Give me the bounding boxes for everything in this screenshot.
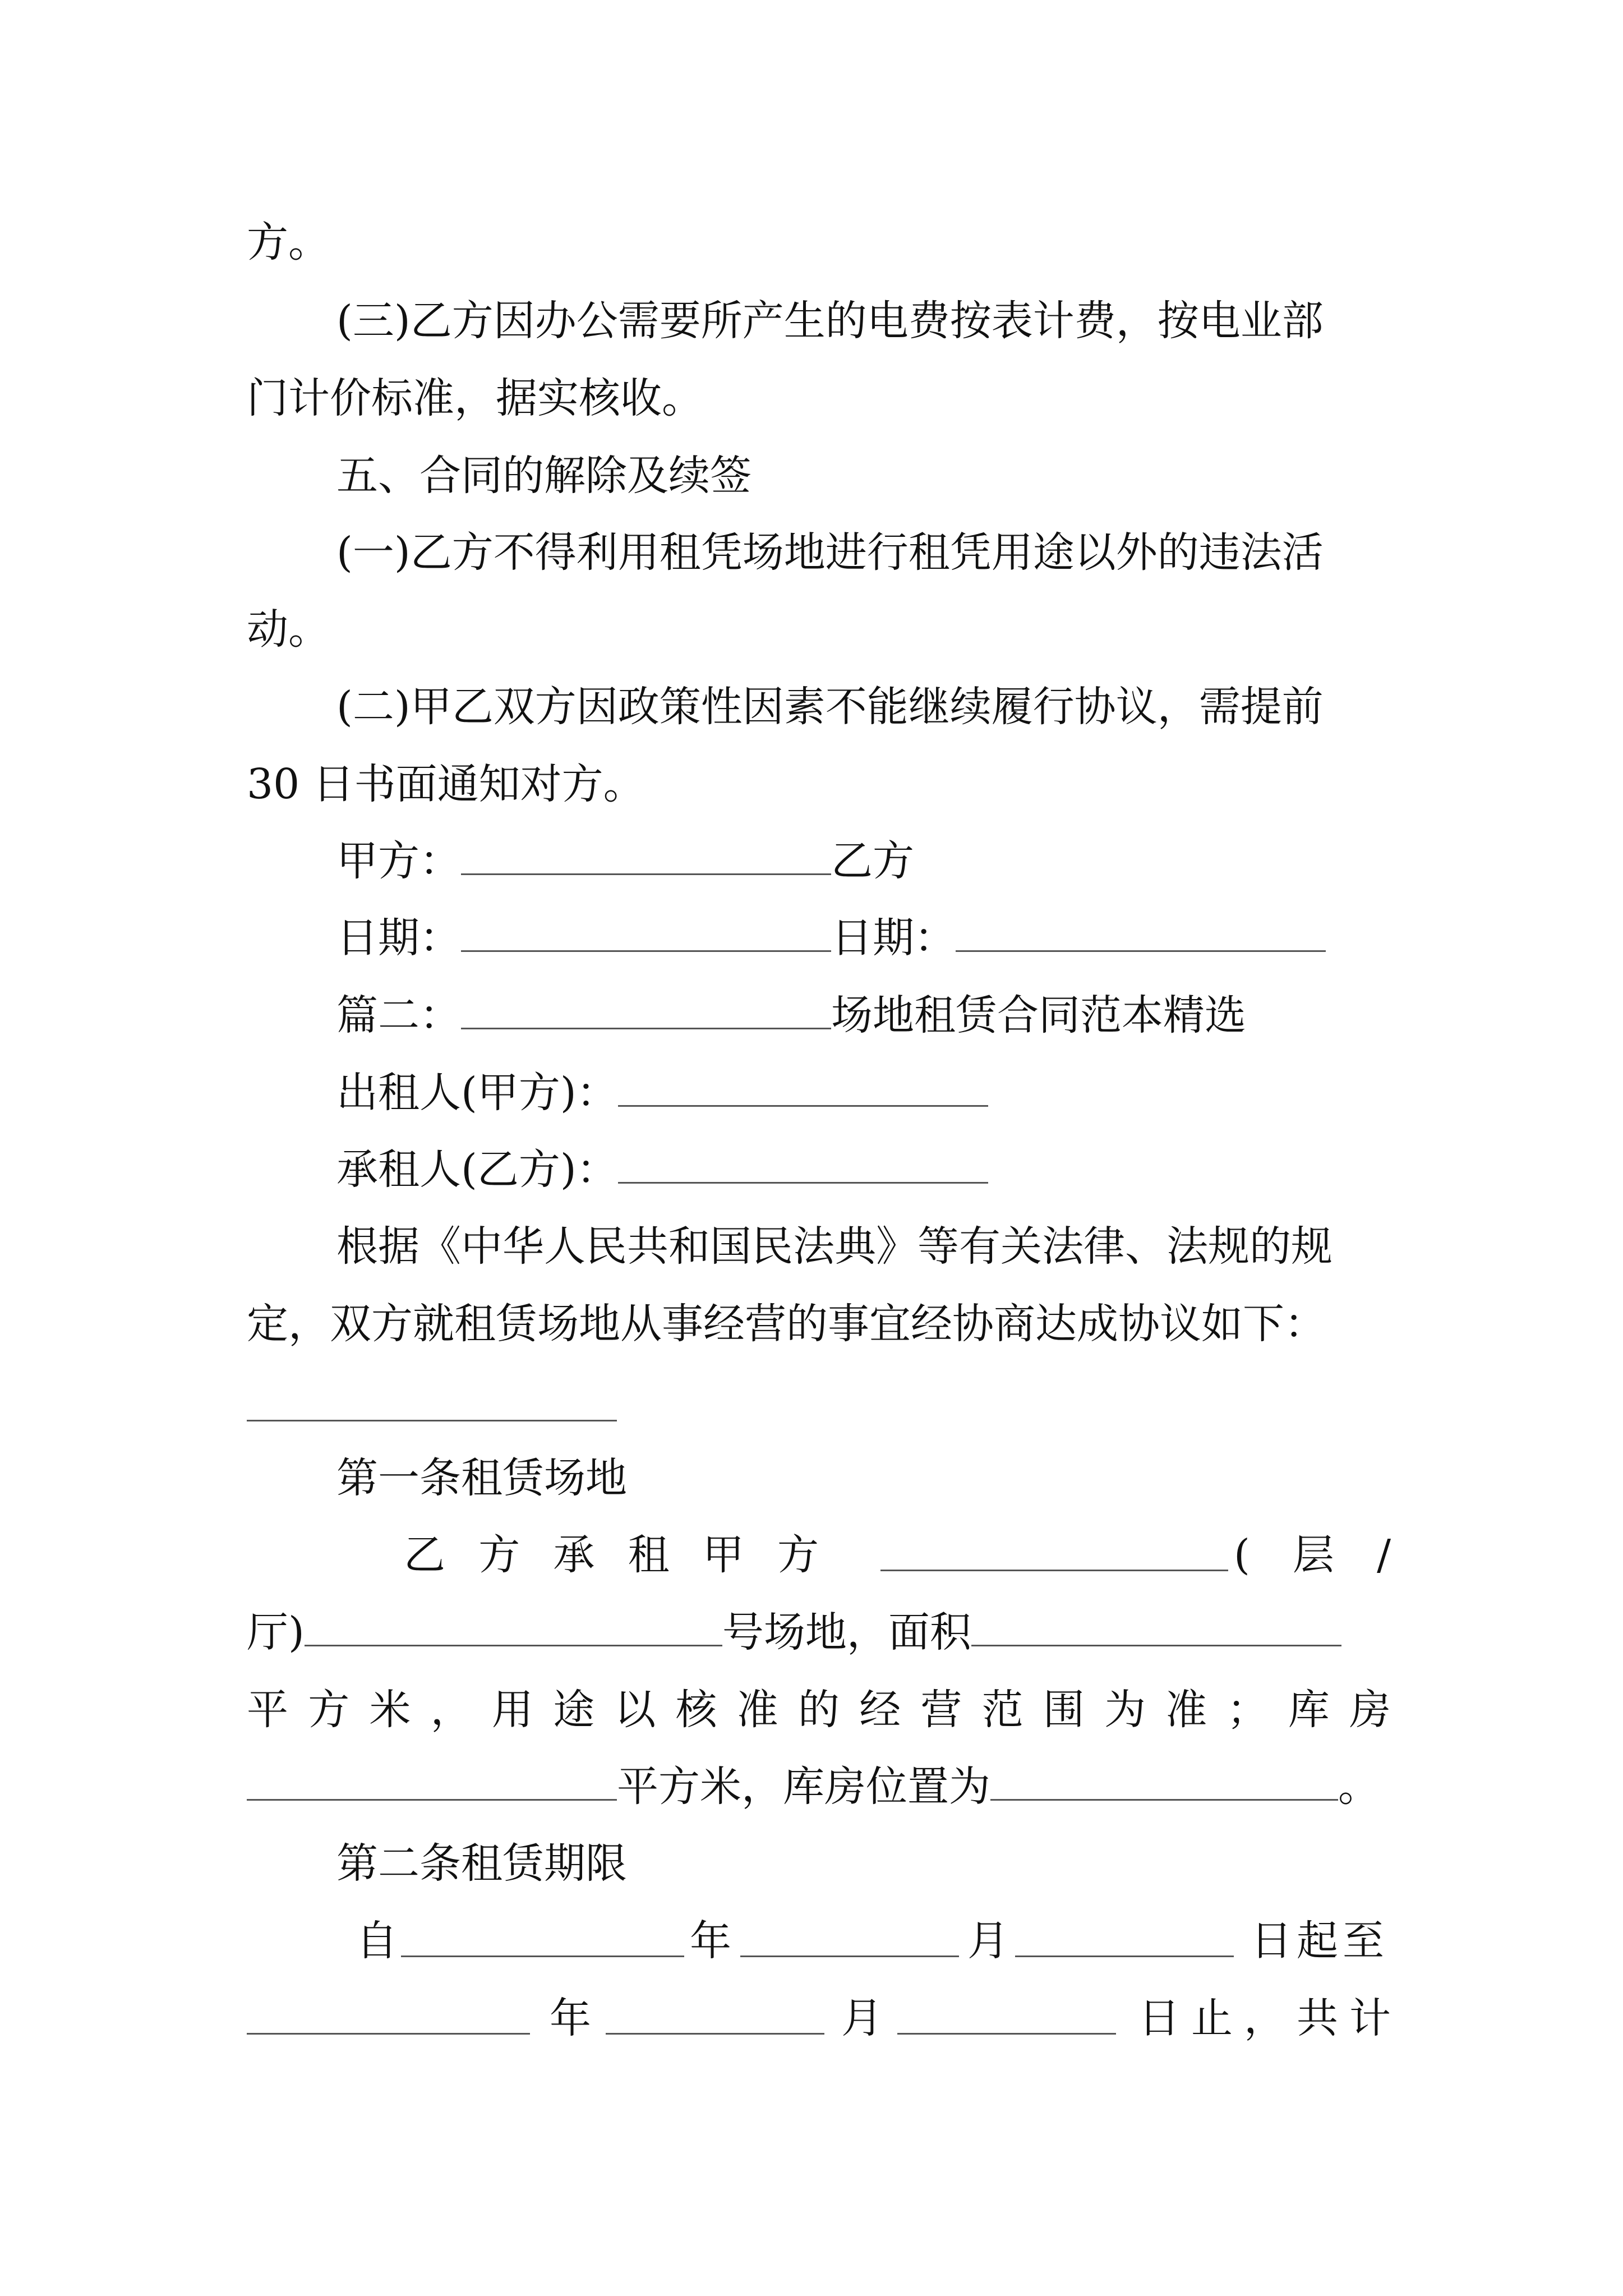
char: 围 — [1043, 1686, 1085, 1734]
article-line — [247, 1521, 1391, 1589]
blank — [461, 986, 831, 1029]
blank-rule — [247, 1420, 617, 1421]
text: 年 — [550, 1994, 591, 2042]
text: 月 — [967, 1917, 1009, 1965]
spread-text — [1234, 1521, 1391, 1589]
char: 营 — [920, 1686, 962, 1734]
part-two-title — [336, 982, 1391, 1049]
article-heading — [336, 1830, 1391, 1897]
lessor-line — [336, 1059, 1391, 1126]
char: 承 — [553, 1531, 595, 1579]
text: 动。 — [247, 605, 330, 654]
date-blank — [461, 909, 831, 952]
char: 乙 — [404, 1531, 445, 1579]
site-number-blank — [305, 1603, 722, 1646]
paragraph-line — [247, 751, 1391, 818]
end-year-blank — [247, 1991, 530, 2035]
char: 经 — [859, 1686, 901, 1734]
article-line — [247, 1676, 1391, 1743]
end-day-blank — [897, 1991, 1116, 2035]
signature-date-line — [336, 904, 1391, 972]
char: 方 — [308, 1686, 350, 1734]
date-label: 日期： — [831, 914, 956, 962]
text: 五、合同的解除及续签 — [336, 452, 751, 500]
char: 的 — [797, 1686, 840, 1734]
paragraph-line — [336, 287, 1391, 355]
article-line — [247, 1599, 1391, 1666]
start-year-blank — [401, 1914, 684, 1957]
end-month-blank — [606, 1991, 824, 2035]
start-month-blank — [740, 1914, 959, 1957]
text: 厅) — [247, 1608, 305, 1657]
char: 米 — [369, 1686, 411, 1734]
lessor-blank — [618, 1064, 988, 1107]
floor-blank — [880, 1528, 1228, 1571]
lessee-line — [336, 1136, 1391, 1203]
char: 止 — [1191, 1994, 1233, 2042]
char: 方 — [777, 1531, 819, 1579]
char: 租 — [628, 1531, 670, 1579]
storage-area-blank — [247, 1757, 617, 1801]
char: 共 — [1297, 1994, 1338, 2042]
char: 用 — [491, 1686, 533, 1734]
char: 日 — [1138, 1994, 1180, 2042]
spread-text — [1138, 1985, 1391, 2052]
char: 平 — [247, 1686, 288, 1734]
start-day-blank — [1015, 1914, 1234, 1957]
char: 途 — [553, 1686, 595, 1734]
text: 年 — [690, 1917, 731, 1965]
char: 为 — [1104, 1686, 1146, 1734]
paragraph-line — [336, 673, 1391, 740]
paragraph-line — [247, 1290, 1391, 1358]
date-blank — [956, 909, 1326, 952]
text: 自 — [356, 1917, 398, 1965]
text: 平方米，库房位置为 — [617, 1763, 990, 1811]
lessor-label: 出租人(甲方)： — [336, 1069, 618, 1117]
lessee-blank — [618, 1140, 988, 1184]
paragraph-line — [336, 519, 1391, 586]
text: 方。 — [247, 218, 330, 266]
article-line — [247, 1985, 1391, 2052]
char: 甲 — [702, 1531, 744, 1579]
title-text: 场地租赁合同范本精选 — [831, 991, 1246, 1039]
char: ， — [430, 1686, 472, 1734]
text: 月 — [841, 1994, 883, 2042]
text: 门计价标准，据实核收。 — [247, 374, 703, 422]
section-heading — [336, 442, 1391, 509]
char: ， — [1244, 1994, 1285, 2042]
char: 层 — [1292, 1531, 1334, 1579]
char: 以 — [614, 1686, 656, 1734]
paragraph-line — [247, 209, 1391, 276]
text: 篇二： — [336, 991, 461, 1039]
area-blank — [971, 1603, 1341, 1646]
text: (一)乙方不得利用租凭场地进行租凭用途以外的违法活 — [336, 528, 1324, 577]
char: 准 — [1165, 1686, 1207, 1734]
char: ； — [1227, 1686, 1269, 1734]
text: 第一条租赁场地 — [336, 1454, 627, 1502]
paragraph-line — [336, 1213, 1391, 1280]
text: 30 日书面通知对方。 — [247, 760, 645, 808]
char: 核 — [675, 1686, 717, 1734]
char: 计 — [1349, 1994, 1391, 2042]
party-a-label: 甲方： — [336, 837, 461, 885]
char: 方 — [478, 1531, 520, 1579]
char: ( — [1234, 1531, 1250, 1579]
char: 准 — [736, 1686, 778, 1734]
party-b-label: 乙方 — [831, 837, 914, 885]
char: / — [1377, 1531, 1391, 1579]
text: 第二条租赁期限 — [336, 1839, 627, 1888]
text: (二)甲乙双方因政策性因素不能继续履行协议，需提前 — [336, 683, 1324, 731]
article-line — [247, 1907, 1391, 1975]
paragraph-line — [247, 365, 1391, 432]
storage-location-blank — [990, 1757, 1338, 1801]
text: (三)乙方因办公需要所产生的电费按表计费，按电业部 — [336, 297, 1324, 345]
spread-text — [404, 1521, 819, 1589]
char: 库 — [1288, 1686, 1330, 1734]
text: 日起至 — [1251, 1917, 1389, 1965]
text: 根据《中华人民共和国民法典》等有关法律、法规的规 — [336, 1222, 1332, 1271]
article-line — [247, 1753, 1391, 1820]
signature-line — [336, 827, 1391, 895]
text: 。 — [1338, 1763, 1380, 1811]
date-label: 日期： — [336, 914, 461, 962]
lessee-label: 承租人(乙方)： — [336, 1145, 618, 1194]
text: 号场地，面积 — [722, 1608, 971, 1657]
char: 房 — [1349, 1686, 1391, 1734]
party-a-blank — [461, 832, 831, 875]
text: 定，双方就租赁场地从事经营的事宜经协商达成协议如下： — [247, 1300, 1326, 1348]
paragraph-line — [247, 596, 1391, 663]
article-heading — [336, 1444, 1391, 1512]
char: 范 — [981, 1686, 1023, 1734]
